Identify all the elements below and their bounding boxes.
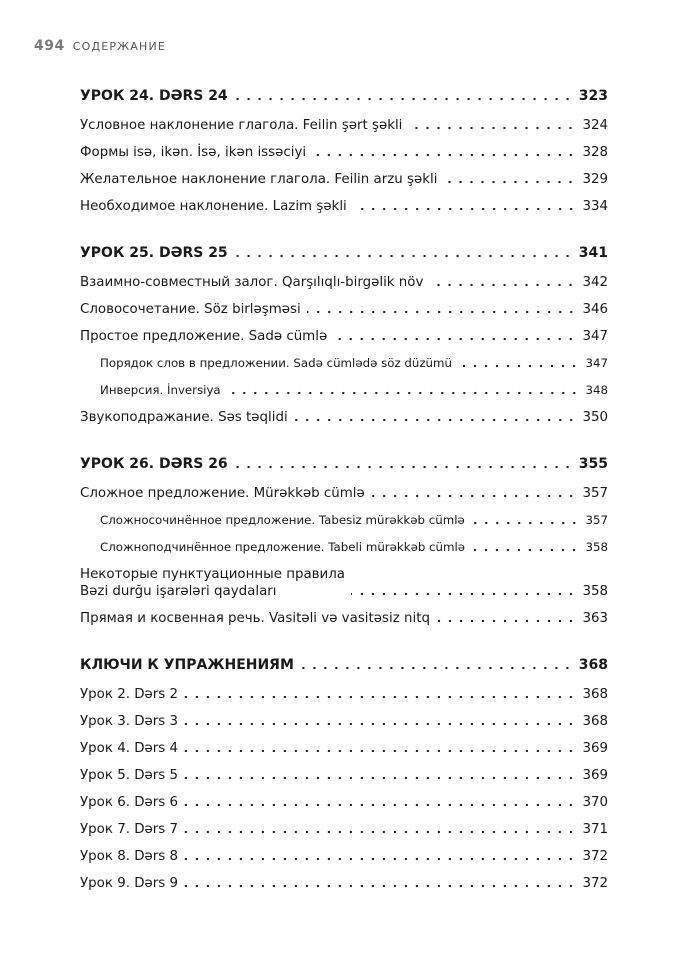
toc-entry[interactable] xyxy=(80,762,608,789)
dot-leader xyxy=(443,180,576,184)
toc-subentry-page: 347 xyxy=(585,356,608,370)
toc-section-lesson-26 xyxy=(80,451,608,632)
dot-leader xyxy=(408,126,576,130)
toc-entry-title: Урок 7. Dərs 7 xyxy=(80,822,179,837)
toc-entry-page: 369 xyxy=(582,741,608,756)
toc-entry-page: 368 xyxy=(582,687,608,702)
toc-subentry-title: Сложноподчинённое предложение. Tabeli mürəkkəb cümlə xyxy=(100,540,466,554)
running-header xyxy=(34,38,166,54)
table-of-contents xyxy=(80,83,608,917)
toc-heading-page: 323 xyxy=(578,88,608,104)
toc-heading-title: УРОК 25. DƏRS 25 xyxy=(80,245,228,261)
toc-heading-page: 368 xyxy=(578,657,608,673)
toc-entry[interactable] xyxy=(80,480,608,507)
toc-entry-page: 363 xyxy=(582,611,608,626)
toc-entry[interactable] xyxy=(80,561,608,605)
dot-leader xyxy=(184,695,576,699)
toc-entry[interactable] xyxy=(80,843,608,870)
toc-section-answer-keys xyxy=(80,652,608,897)
dot-leader xyxy=(353,207,577,211)
toc-entry-title: Урок 9. Dərs 9 xyxy=(80,876,179,891)
toc-subentry[interactable] xyxy=(80,507,608,534)
toc-entry-page: 350 xyxy=(582,410,608,425)
toc-subentry[interactable] xyxy=(80,377,608,404)
toc-entry-title: Урок 8. Dərs 8 xyxy=(80,849,179,864)
running-title: СОДЕРЖАНИЕ xyxy=(72,40,167,53)
dot-leader xyxy=(184,803,576,807)
toc-entry-page: 368 xyxy=(582,714,608,729)
toc-entry-page: 347 xyxy=(582,329,608,344)
toc-subentry-page: 358 xyxy=(585,540,608,554)
toc-subentry-page: 357 xyxy=(585,513,608,527)
toc-entry[interactable] xyxy=(80,296,608,323)
toc-subentry[interactable] xyxy=(80,350,608,377)
toc-section-lesson-24 xyxy=(80,83,608,220)
dot-leader xyxy=(184,749,576,753)
toc-entry-title: Урок 5. Dərs 5 xyxy=(80,768,179,783)
toc-entry[interactable] xyxy=(80,605,608,632)
dot-leader xyxy=(234,97,573,101)
toc-heading[interactable] xyxy=(80,83,608,110)
toc-entry-title: Формы isə, ikən. İsə, ikən issəciyi xyxy=(80,145,307,160)
toc-entry-title: Урок 6. Dərs 6 xyxy=(80,795,179,810)
toc-entry[interactable] xyxy=(80,870,608,897)
toc-entry-page: 369 xyxy=(582,768,608,783)
dot-leader xyxy=(294,418,577,422)
toc-entry-page: 370 xyxy=(582,795,608,810)
toc-entry-title xyxy=(80,566,345,600)
dot-leader xyxy=(184,830,576,834)
toc-entry-page: 358 xyxy=(582,584,608,599)
dot-leader xyxy=(333,337,576,341)
toc-entry-page: 372 xyxy=(582,849,608,864)
toc-entry-title: Сложное предложение. Mürəkkəb cümlə xyxy=(80,486,365,501)
toc-entry[interactable] xyxy=(80,681,608,708)
toc-entry-page: 357 xyxy=(582,486,608,501)
dot-leader xyxy=(184,857,576,861)
toc-heading-title: УРОК 26. DƏRS 26 xyxy=(80,456,228,472)
toc-entry-title: Необходимое наклонение. Lazim şəkli xyxy=(80,199,347,214)
page-number: 494 xyxy=(34,38,65,54)
dot-leader xyxy=(429,283,576,287)
toc-entry[interactable] xyxy=(80,193,608,220)
toc-heading[interactable] xyxy=(80,451,608,478)
toc-entry-page: 342 xyxy=(582,275,608,290)
toc-entry-title: Прямая и косвенная речь. Vasitəli və vasitəsiz nitq xyxy=(80,611,430,626)
toc-entry[interactable] xyxy=(80,139,608,166)
toc-entry-title: Взаимно-совместный залог. Qarşılıqlı-birgəlik növ xyxy=(80,275,424,290)
toc-heading-title: УРОК 24. DƏRS 24 xyxy=(80,88,228,104)
toc-entry[interactable] xyxy=(80,404,608,431)
toc-entry-page: 372 xyxy=(582,876,608,891)
dot-leader xyxy=(184,722,576,726)
toc-section-lesson-25 xyxy=(80,240,608,431)
toc-heading-page: 341 xyxy=(578,245,608,261)
toc-entry[interactable] xyxy=(80,789,608,816)
toc-entry-page: 328 xyxy=(582,145,608,160)
toc-subentry-page: 348 xyxy=(585,383,608,397)
toc-entry-title-line1: Некоторые пунктуационные правила xyxy=(80,567,346,582)
toc-entry-page: 329 xyxy=(582,172,608,187)
toc-entry-title: Урок 4. Dərs 4 xyxy=(80,741,179,756)
dot-leader xyxy=(184,884,576,888)
dot-leader xyxy=(234,254,573,258)
toc-entry[interactable] xyxy=(80,112,608,139)
toc-entry[interactable] xyxy=(80,269,608,296)
dot-leader xyxy=(234,465,573,469)
dot-leader xyxy=(184,776,576,780)
toc-entry-title: Условное наклонение глагола. Feilin şərt şəkli xyxy=(80,118,403,133)
toc-subentry-title: Сложносочинённое предложение. Tabesiz mürəkkəb cümlə xyxy=(100,513,465,527)
toc-entry-title: Желательное наклонение глагола. Feilin arzu şəkli xyxy=(80,172,438,187)
toc-entry-page: 346 xyxy=(582,302,608,317)
dot-leader xyxy=(312,153,576,157)
toc-heading[interactable] xyxy=(80,652,608,679)
toc-entry-page: 334 xyxy=(582,199,608,214)
toc-entry[interactable] xyxy=(80,323,608,350)
toc-heading[interactable] xyxy=(80,240,608,267)
dot-leader xyxy=(351,592,576,596)
toc-subentry[interactable] xyxy=(80,534,608,561)
dot-leader xyxy=(300,666,573,670)
toc-heading-title: КЛЮЧИ К УПРАЖНЕНИЯМ xyxy=(80,657,294,673)
dot-leader xyxy=(227,391,580,395)
dot-leader xyxy=(471,548,579,552)
toc-subentry-title: Порядок слов в предложении. Sadə cümlədə söz düzümü xyxy=(100,356,452,370)
dot-leader xyxy=(307,310,577,314)
toc-heading-page: 355 xyxy=(578,456,608,472)
toc-entry[interactable] xyxy=(80,166,608,193)
toc-entry-title: Урок 2. Dərs 2 xyxy=(80,687,179,702)
toc-entry-title: Простое предложение. Sadə cümlə xyxy=(80,329,328,344)
toc-entry[interactable] xyxy=(80,735,608,762)
toc-entry-title: Звукоподражание. Səs təqlidi xyxy=(80,410,288,425)
toc-entry-page: 371 xyxy=(582,822,608,837)
toc-entry-title-line2: Bəzi durğu işarələri qaydaları xyxy=(80,584,277,599)
toc-subentry-title: Инверсия. İnversiya xyxy=(100,383,221,397)
dot-leader xyxy=(371,494,577,498)
toc-entry-title: Словосочетание. Söz birləşməsi xyxy=(80,302,301,317)
toc-entry[interactable] xyxy=(80,708,608,735)
dot-leader xyxy=(471,521,580,525)
toc-entry-title: Урок 3. Dərs 3 xyxy=(80,714,179,729)
dot-leader xyxy=(436,619,576,623)
dot-leader xyxy=(458,364,579,368)
toc-entry-page: 324 xyxy=(582,118,608,133)
toc-entry[interactable] xyxy=(80,816,608,843)
